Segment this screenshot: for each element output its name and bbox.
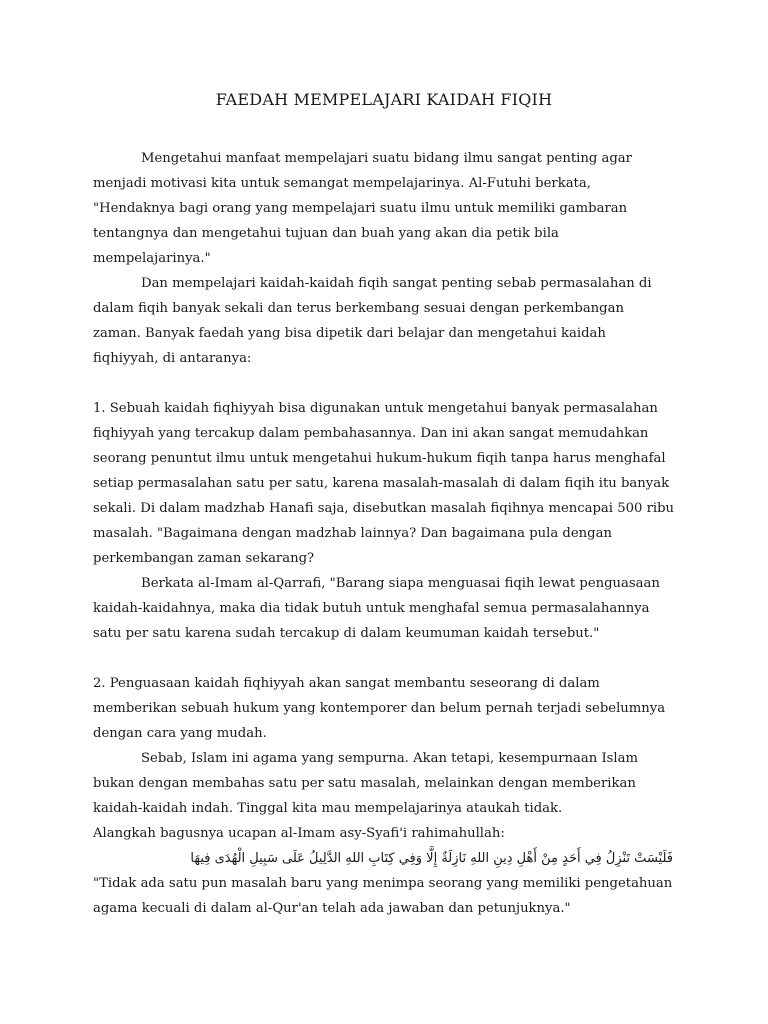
paragraph-point-one: 1. Sebuah kaidah fiqhiyyah bisa digunakan untuk mengetahui banyak permasalahan fiqhiyyah yang tercakup dalam pembahasannya. Dan ini akan sangat memudahkan seorang penuntut ilmu untuk mengetahui hukum-hukum fiqih tanpa harus menghafal setiap permasalahan satu per satu, karena masalah-masalah di dalam fiqih itu banyak sekali. Di dalam madzhab Hanafi saja, disebutkan masalah fiqihnya mencapai 500 ribu masalah. "Bagaimana dengan madzhab lainnya? Dan bagaimana pula dengan perkembangan zaman sekarang?: [93, 401, 675, 566]
document-title: FAEDAH MEMPELAJARI KAIDAH FIQIH: [215, 90, 553, 109]
arabic-quote: فَلَيْسَتْ تَنْزِلُ فِي أَحَدٍ مِنْ أَهْلِ دِينِ اللهِ نَازِلَةٌ إِلَّا وَفِي كِتَابِ اللهِ الدَّلِيلُ عَلَى سَبِيلِ الْهُدَى فِيهَا: [190, 851, 673, 866]
document-body: [93, 146, 675, 921]
paragraph-islam-perfect: Sebab, Islam ini agama yang sempurna. Akan tetapi, kesempurnaan Islam bukan dengan membahas satu per satu masalah, melainkan dengan memberikan kaidah-kaidah indah. Tinggal kita mau mempelajarinya ataukah tidak.: [93, 751, 639, 816]
paragraph-spacer: [93, 371, 675, 396]
paragraph-point-two: 2. Penguasaan kaidah fiqhiyyah akan sangat membantu seseorang di dalam memberikan sebuah hukum yang kontemporer dan belum pernah terjadi sebelumnya dengan cara yang mudah.: [93, 676, 666, 741]
paragraph-qarrafi-quote: Berkata al-Imam al-Qarrafi, "Barang siapa menguasai fiqih lewat penguasaan kaidah-kaidahnya, maka dia tidak butuh untuk menghafal semua permasalahannya satu per satu karena sudah tercakup di dalam keumuman kaidah tersebut.": [93, 576, 660, 641]
paragraph-syafii-intro: Alangkah bagusnya ucapan al-Imam asy-Syafi'i rahimahullah:: [93, 826, 505, 841]
paragraph-intro: Mengetahui manfaat mempelajari suatu bidang ilmu sangat penting agar menjadi motivasi kita untuk semangat mempelajarinya. Al-Futuhi berkata, "Hendaknya bagi orang yang mempelajari suatu ilmu untuk memiliki gambaran tentangnya dan mengetahui tujuan dan buah yang akan dia petik bila mempelajarinya.": [93, 151, 632, 266]
paragraph-translation: "Tidak ada satu pun masalah baru yang menimpa seorang yang memiliki pengetahuan agama kecuali di dalam al-Qur'an telah ada jawaban dan petunjuknya.": [93, 876, 673, 916]
paragraph-spacer: [93, 646, 675, 671]
paragraph-importance: Dan mempelajari kaidah-kaidah fiqih sangat penting sebab permasalahan di dalam fiqih banyak sekali dan terus berkembang sesuai dengan perkembangan zaman. Banyak faedah yang bisa dipetik dari belajar dan mengetahui kaidah fiqhiyyah, di antaranya:: [93, 276, 652, 366]
